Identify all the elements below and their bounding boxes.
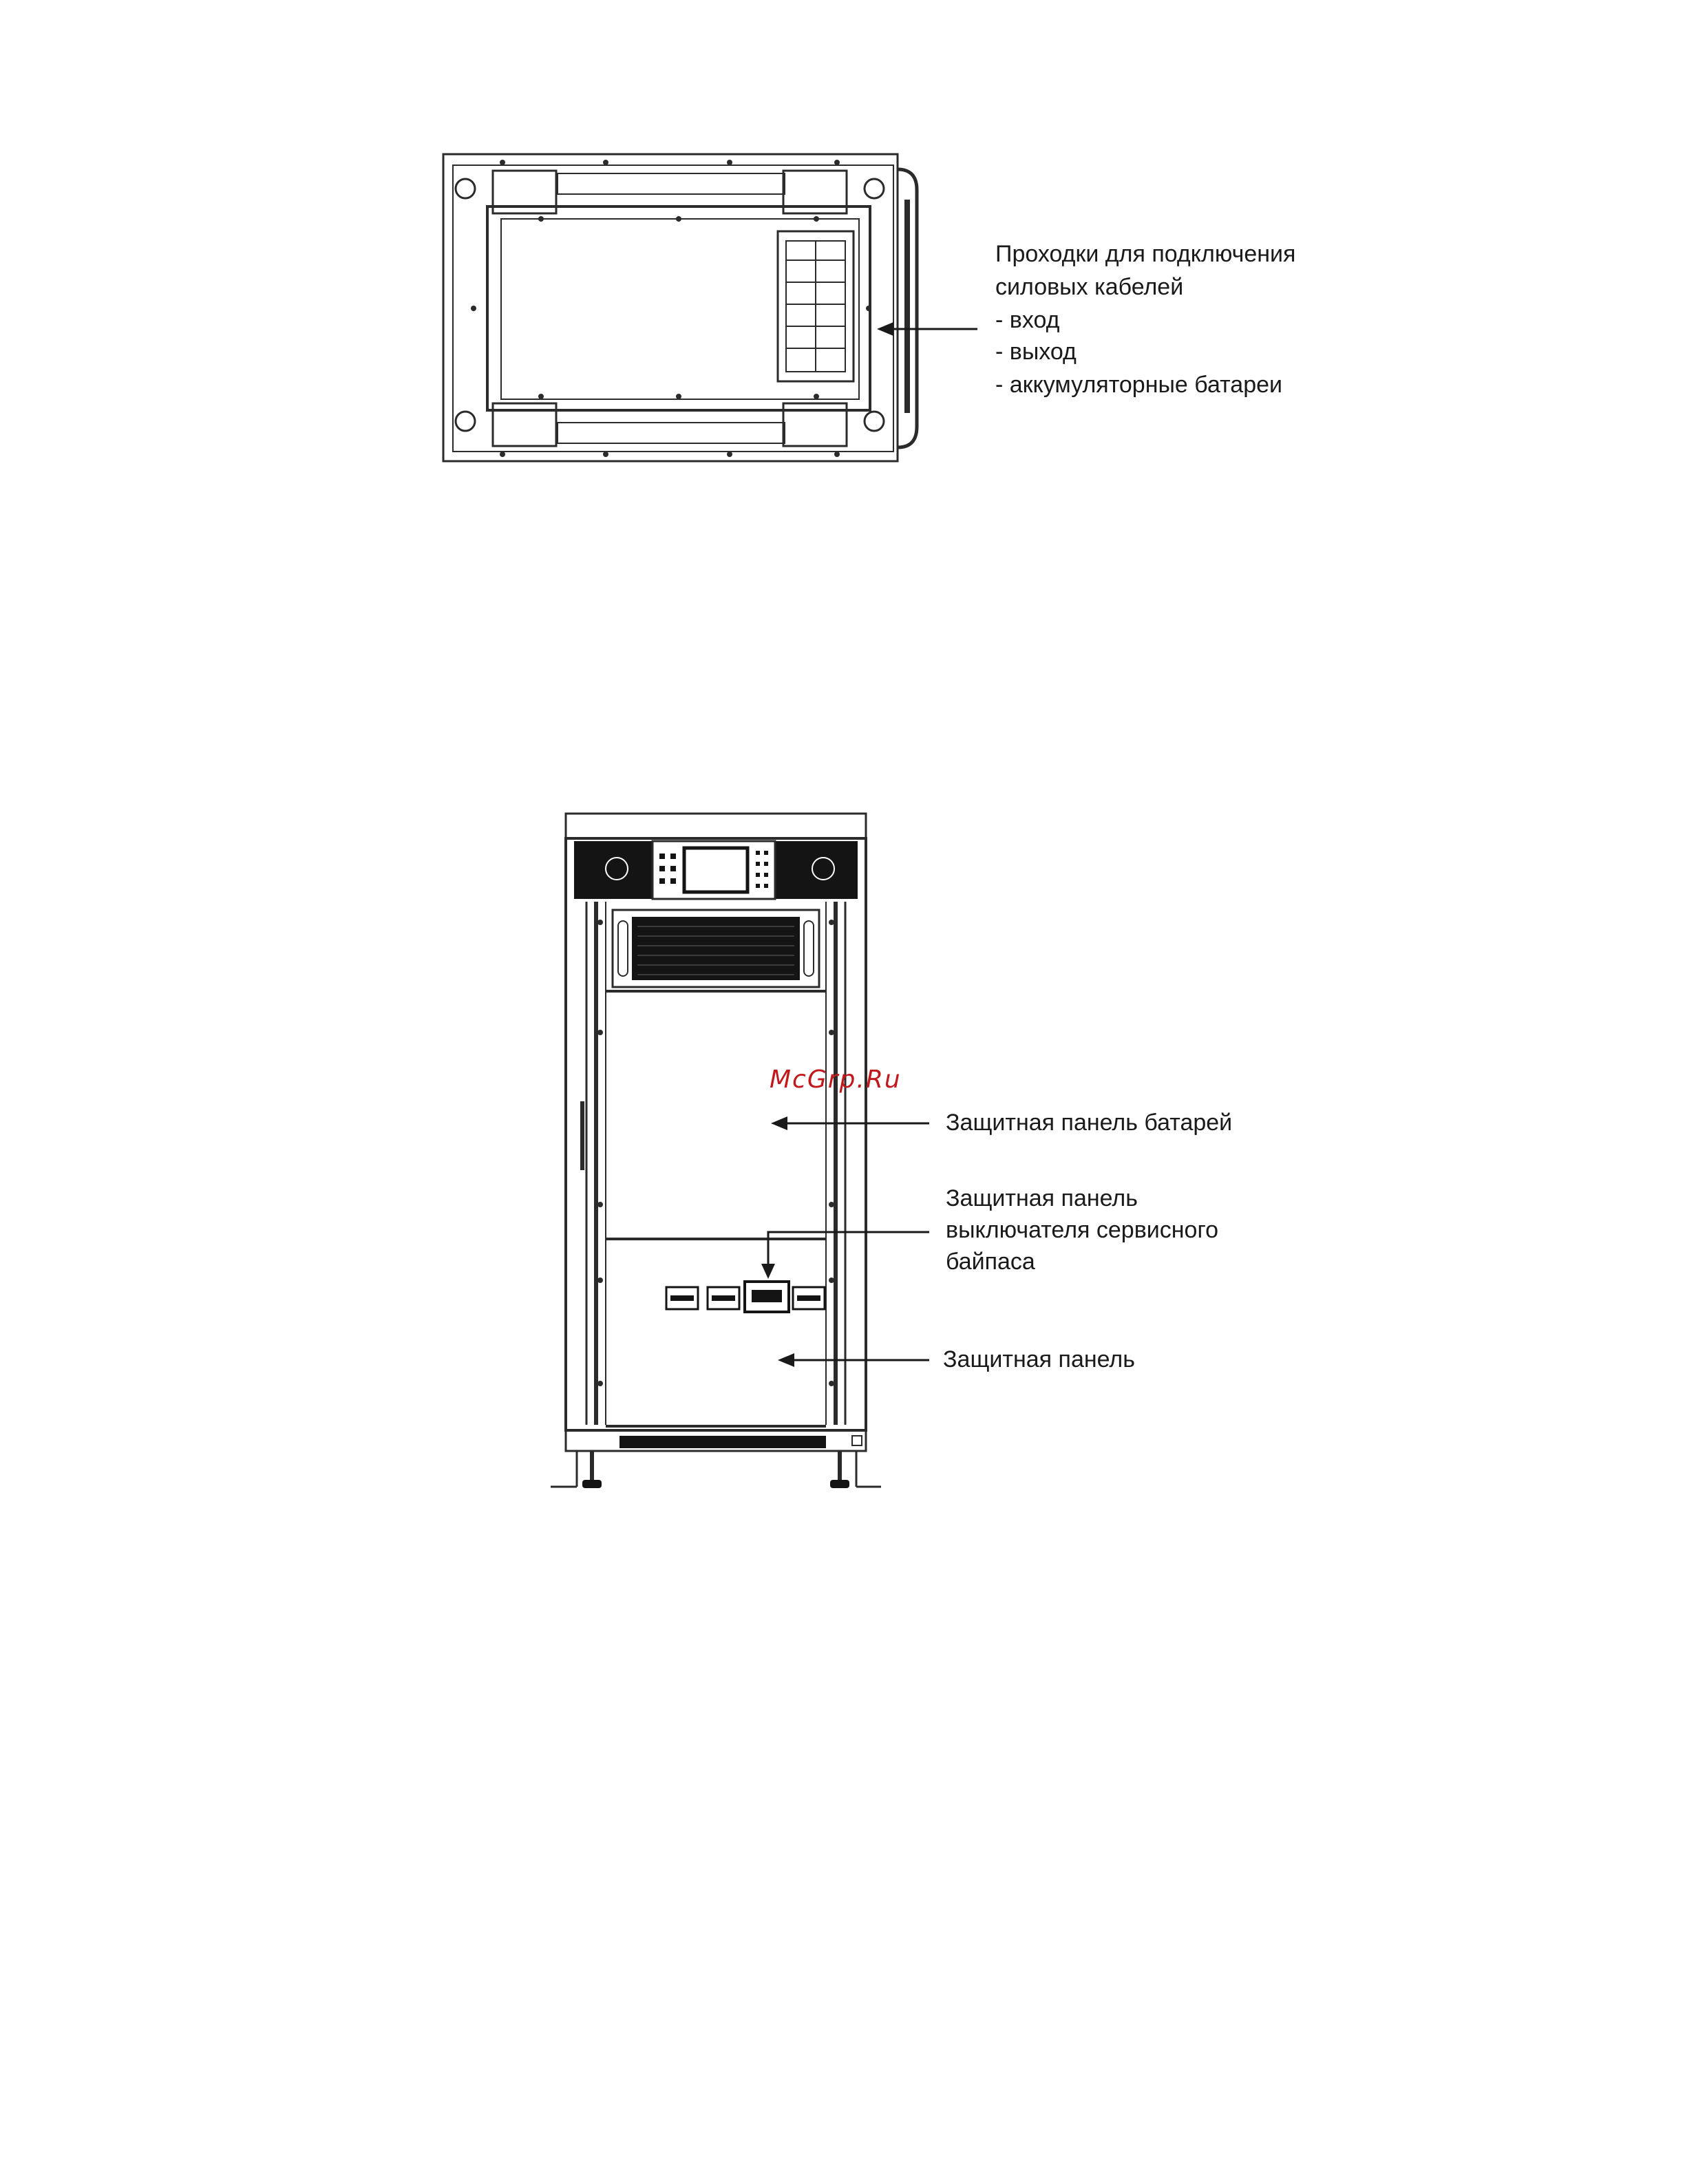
watermark: McGrp.Ru <box>770 1066 902 1094</box>
callout-line: силовых кабелей <box>995 274 1184 300</box>
protective-panel-arrow <box>778 1353 929 1367</box>
battery-panel-label: Защитная панель батарей <box>946 1110 1233 1136</box>
battery-panel-arrow <box>771 1116 929 1130</box>
callout-line: выключателя сервисного <box>946 1217 1219 1243</box>
top-view-inner-frame <box>487 206 870 410</box>
callout-line: Защитная панель <box>946 1185 1138 1211</box>
top-view-diagram <box>443 154 917 461</box>
caster-icon <box>865 412 884 431</box>
front-view-dark-parts <box>574 841 858 1488</box>
front-view-bolts <box>597 920 834 1386</box>
cabinet-top-cap <box>566 814 866 838</box>
callout-line: - выход <box>995 339 1077 365</box>
callout-line: - вход <box>995 307 1060 333</box>
top-view-callout <box>995 241 1295 398</box>
lcd-display <box>684 848 748 892</box>
caster-icon <box>456 179 475 198</box>
caster-icon <box>456 412 475 431</box>
top-view-bolts <box>471 160 871 457</box>
protective-panel-label: Защитная панель <box>943 1346 1135 1372</box>
bypass-panel-callout <box>946 1185 1218 1275</box>
callout-line: Проходки для подключения <box>995 241 1296 267</box>
callout-line: - аккумуляторные батареи <box>995 372 1283 398</box>
top-view-arrow <box>877 322 977 336</box>
top-view-outer-frame <box>443 154 898 461</box>
caster-icon <box>865 179 884 198</box>
callout-line: байпаса <box>946 1249 1035 1275</box>
